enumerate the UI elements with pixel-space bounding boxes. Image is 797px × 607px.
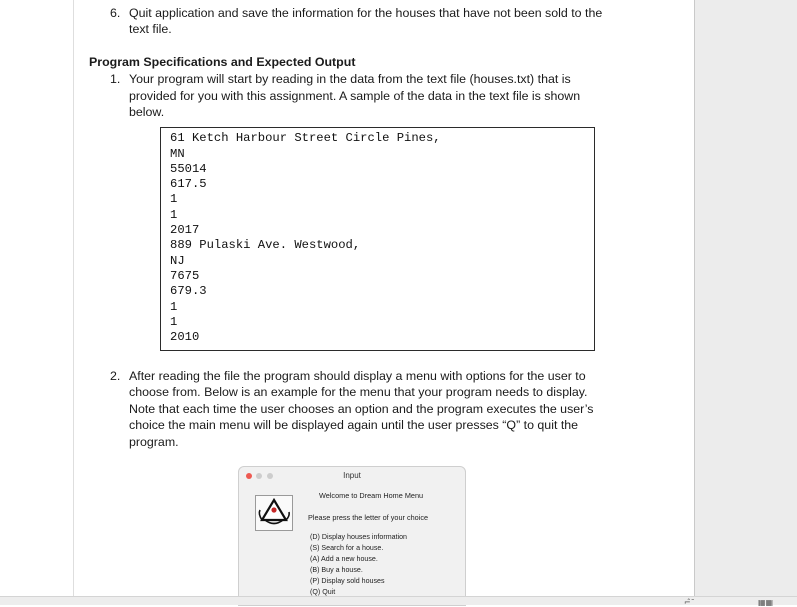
item2-text-line2: choose from. Below is an example for the menu that your program needs to display. [129, 385, 588, 399]
item1-text-line2: provided for you with this assignment. A sample of the data in the text file is shown [129, 89, 581, 103]
text-cursor [465, 512, 466, 520]
sample-data-line: 61 Ketch Harbour Street Circle Pines, [170, 131, 441, 145]
dialog-title: Input [343, 471, 361, 480]
dialog-prompt-text: Please press the letter of your choice [308, 513, 429, 522]
item6-text-line1: Quit application and save the information for the houses that have not been sold to the [129, 6, 603, 20]
section-heading: Program Specifications and Expected Output [89, 55, 356, 69]
edge-marker [465, 589, 466, 594]
menu-option: (P) Display sold houses [310, 577, 385, 585]
sample-data-line: 7675 [170, 269, 200, 283]
item2-text-line1: After reading the file the program should display a menu with options for the user to [129, 369, 586, 383]
dialog-welcome-text: Welcome to Dream Home Menu [319, 491, 424, 500]
sample-data-line: 55014 [170, 162, 207, 176]
menu-option: (B) Buy a house. [310, 566, 363, 574]
menu-option: (S) Search for a house. [310, 544, 384, 552]
menu-option: (Q) Quit [310, 588, 336, 596]
sample-data-line: 617.5 [170, 177, 207, 191]
item2-text-line4: choice the main menu will be displayed again until the user presses “Q” to quit the [129, 418, 579, 432]
list-number-6: 6. [110, 6, 121, 20]
bottom-status-bar [0, 596, 797, 605]
page-view-icon[interactable]: ⌐̂ˉ [684, 598, 695, 607]
sample-data-line: 1 [170, 315, 178, 329]
sample-data-line: 1 [170, 208, 178, 222]
sample-data-line: 679.3 [170, 284, 207, 298]
menu-option: (A) Add a new house. [310, 555, 378, 563]
sample-data-line: MN [170, 147, 185, 161]
page-left-margin-line [73, 0, 74, 597]
item1-text-line3: below. [129, 105, 165, 119]
item1-text-line1: Your program will start by reading in the data from the text file (houses.txt) that is [129, 72, 571, 86]
sample-data-line: 889 Pulaski Ave. Westwood, [170, 238, 361, 252]
grid-view-icon[interactable]: ▦▦ [758, 598, 774, 607]
sample-data-box [160, 127, 595, 351]
item2-text-line5: program. [129, 435, 179, 449]
sample-data-line: 2010 [170, 330, 200, 344]
java-duke-icon [255, 495, 293, 531]
list-number-1: 1. [110, 72, 121, 86]
sample-data-line: 1 [170, 192, 178, 206]
sample-data-line: NJ [170, 254, 185, 268]
document-margin-area [695, 0, 797, 605]
input-dialog-image [238, 466, 466, 606]
item6-text-line2: text file. [129, 22, 172, 36]
list-number-2: 2. [110, 369, 121, 383]
item2-text-line3: Note that each time the user chooses an option and the program executes the user’s [129, 402, 594, 416]
sample-data-line: 1 [170, 300, 178, 314]
sample-data-line: 2017 [170, 223, 200, 237]
menu-option: (D) Display houses information [310, 533, 407, 541]
